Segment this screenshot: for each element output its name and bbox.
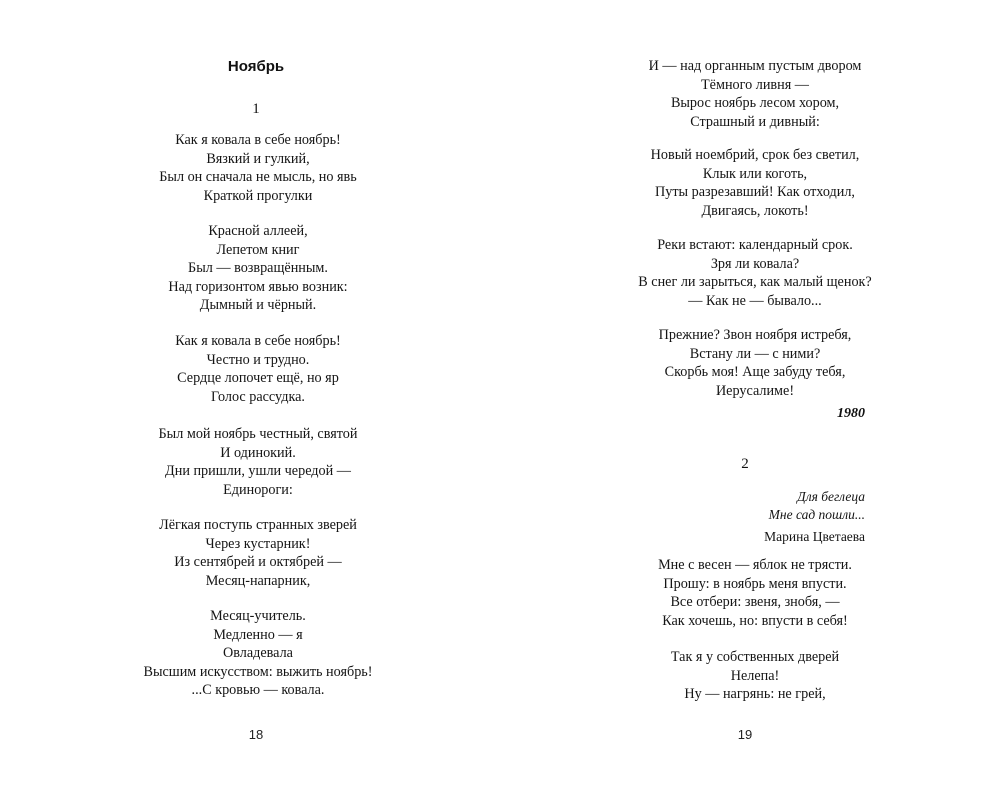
verse-line: Лёгкая поступь странных зверей xyxy=(159,517,357,533)
verse-line: Прежние? Звон ноября истребя, xyxy=(658,327,852,343)
verse-line: Так я у собственных дверей xyxy=(670,649,840,665)
poem-date: 1980 xyxy=(837,406,865,421)
verse-line: Все отбери: звеня, знобя, — xyxy=(670,594,840,611)
stanza xyxy=(118,516,398,590)
verse-line: Через кустарник! xyxy=(205,535,311,552)
verse-line: Был мой ноябрь честный, святой xyxy=(158,426,358,442)
verse-line: Новый ноембрий, срок без светил, xyxy=(650,147,860,163)
verse-line: Прошу: в ноябрь меня впусти. xyxy=(663,575,847,592)
verse-line: Медленно — я xyxy=(213,626,303,643)
page-number: 18 xyxy=(248,727,264,742)
verse-line: Зря ли ковала? xyxy=(710,255,800,272)
verse-line: Тёмного ливня — xyxy=(701,76,809,93)
stanza xyxy=(610,556,900,630)
verse-line: Месяц-напарник, xyxy=(205,572,311,589)
poem-number: 1 xyxy=(252,101,260,117)
verse-line: Как хочешь, но: впусти в себя! xyxy=(662,612,848,629)
verse-line: Овладевала xyxy=(223,645,293,662)
verse-line: Лепетом книг xyxy=(216,241,300,258)
verse-line: Как я ковала в себе ноябрь! xyxy=(175,333,341,349)
verse-line: Честно и трудно. xyxy=(206,351,310,368)
epigraph-line: Мне сад пошли... xyxy=(768,506,865,522)
verse-line: Нелепа! xyxy=(730,667,780,684)
verse-line: Дни пришли, ушли чередой — xyxy=(165,463,351,480)
stanza xyxy=(610,326,900,400)
verse-line: Краткой прогулки xyxy=(203,187,313,204)
verse-line: И — над органным пустым двором xyxy=(648,58,862,74)
epigraph xyxy=(764,488,865,546)
stanza xyxy=(118,222,398,315)
right-page xyxy=(500,0,1000,800)
page-number: 19 xyxy=(737,727,753,742)
verse-line: — Как не — бывало... xyxy=(688,292,822,309)
verse-line: Встану ли — с ними? xyxy=(689,345,821,362)
verse-line: Вырос ноябрь лесом хором, xyxy=(670,95,840,112)
verse-line: Страшный и дивный: xyxy=(690,113,820,130)
verse-line: Реки встают: календарный срок. xyxy=(657,237,853,253)
verse-line: Единороги: xyxy=(223,481,293,498)
verse-line: Над горизонтом явью возник: xyxy=(168,278,348,295)
stanza xyxy=(610,236,900,310)
verse-line: Голос рассудка. xyxy=(211,388,305,405)
verse-line: В снег ли зарыться, как малый щенок? xyxy=(638,274,872,291)
verse-line: Двигаясь, локоть! xyxy=(701,202,809,219)
verse-line: Был — возвращённым. xyxy=(188,260,328,277)
verse-line: Ну — нагрянь: не грей, xyxy=(684,686,826,703)
verse-line: И одинокий. xyxy=(220,444,296,461)
stanza xyxy=(610,648,900,704)
verse-line: Мне с весен — яблок не трясти. xyxy=(658,557,852,573)
stanza xyxy=(118,607,398,700)
stanza xyxy=(118,425,398,499)
verse-line: Клык или коготь, xyxy=(702,165,808,182)
epigraph-author: Марина Цветаева xyxy=(764,529,865,544)
verse-line: ...С кровью — ковала. xyxy=(191,682,325,699)
verse-line: Иерусалиме! xyxy=(715,382,795,399)
verse-line: Месяц-учитель. xyxy=(210,608,306,624)
verse-line: Скорбь моя! Аще забуду тебя, xyxy=(664,364,846,381)
stanza xyxy=(610,57,900,131)
verse-line: Путы разрезавший! Как отходил, xyxy=(655,184,855,201)
verse-line: Красной аллеей, xyxy=(208,223,308,239)
verse-line: Из сентябрей и октябрей — xyxy=(174,554,342,571)
poem-number: 2 xyxy=(741,456,749,472)
section-title: Ноябрь xyxy=(227,58,285,75)
stanza xyxy=(610,146,900,220)
verse-line: Сердце лопочет ещё, но яр xyxy=(177,370,339,387)
verse-line: Дымный и чёрный. xyxy=(199,297,317,314)
verse-line: Был он сначала не мысль, но явь xyxy=(159,169,357,186)
stanza xyxy=(118,332,398,406)
stanza xyxy=(118,131,398,205)
epigraph-line: Для беглеца xyxy=(797,489,865,504)
verse-line: Как я ковала в себе ноябрь! xyxy=(175,132,341,148)
verse-line: Вязкий и гулкий, xyxy=(206,150,310,167)
verse-line: Высшим искусством: выжить ноябрь! xyxy=(143,663,373,680)
